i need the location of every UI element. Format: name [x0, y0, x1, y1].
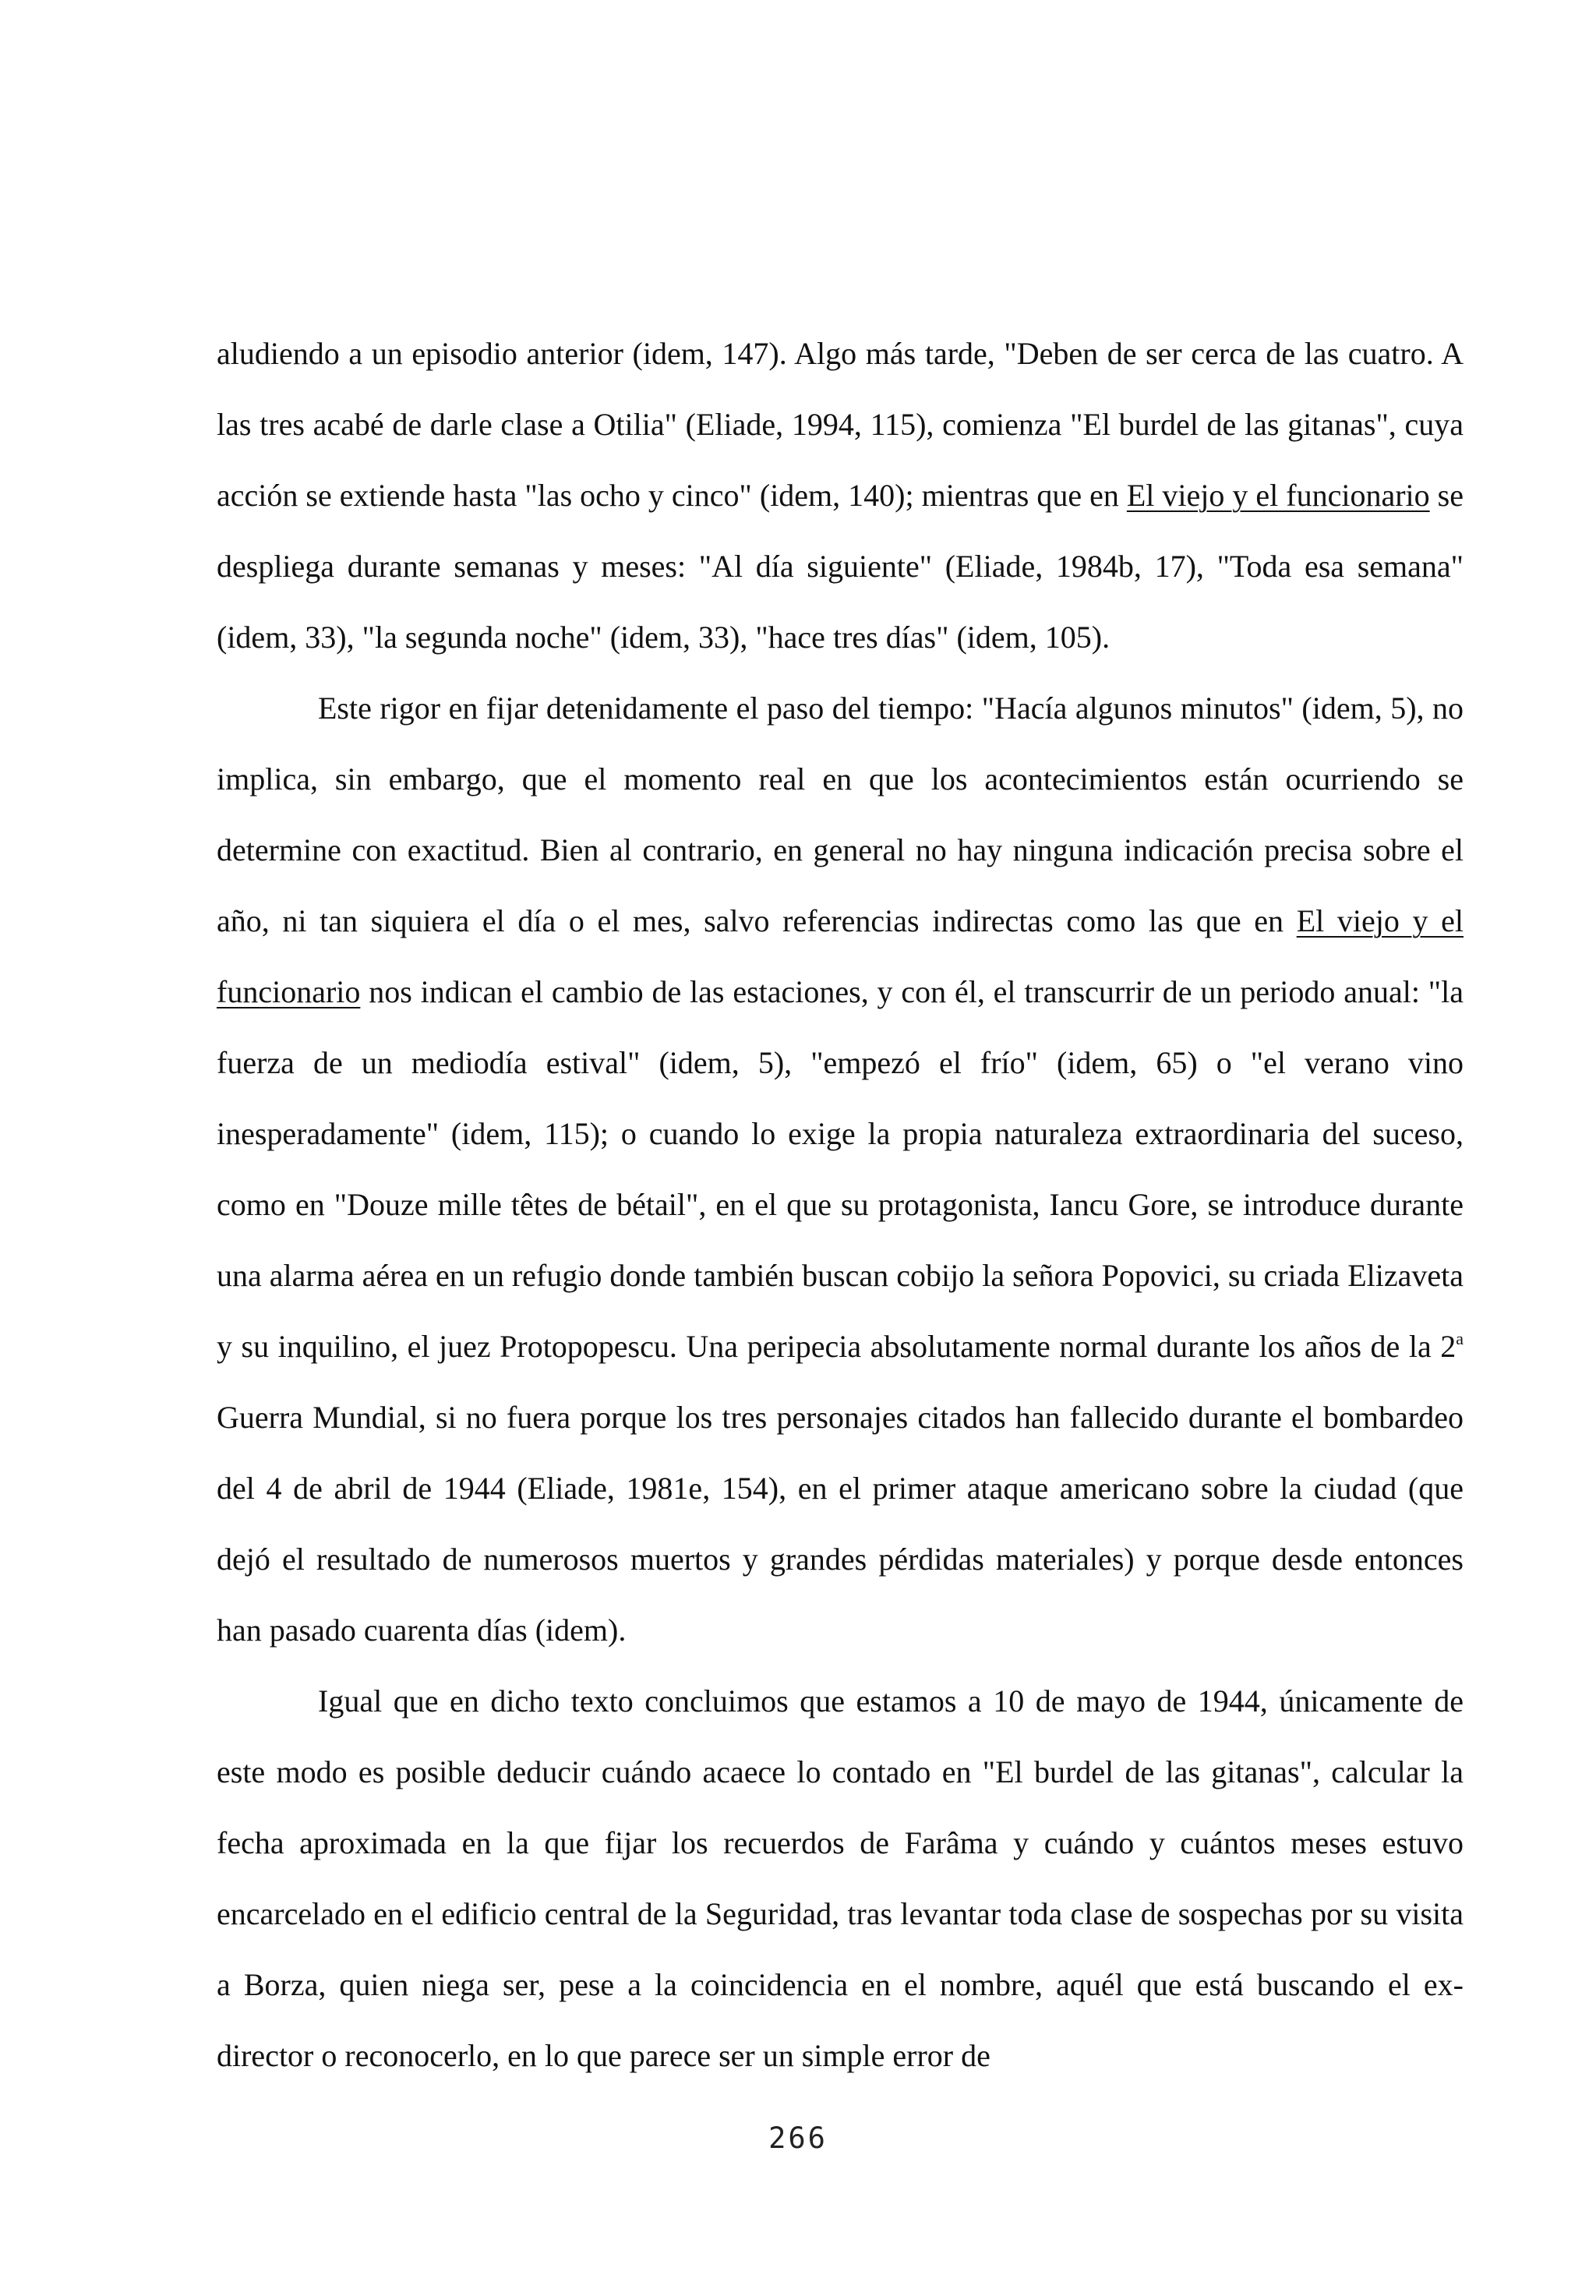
text-run: nos indican el cambio de las estaciones, y con él, el transcurrir de un periodo anual: "la fuerza de un mediodía estival" (idem, 5), "empezó el frío" (idem, 65) o "el verano vino inesperadamente" (idem, 115); o cuando lo exige la propia naturaleza extraordinaria del suceso, como en "Douze mille têtes de bétail", en el que su protagonista, Iancu Gore, se introduce durante una alarma aérea en un refugio donde también buscan cobijo la señora Popovici, su criada Elizaveta y su inquilino, el juez Protopopescu. Una peripecia absolutamente normal durante los años de la 2: [217, 974, 1464, 1364]
text-run: Igual que en dicho texto concluimos que estamos a 10 de mayo de 1944, únicamente de este modo es posible deducir cuándo acaece lo contado en "El burdel de las gitanas", calcular la fecha aproximada en la que fijar los recuerdos de Farâma y cuándo y cuántos meses estuvo encarcelado en el edificio central de la Seguridad, tras levantar toda clase de sospechas por su visita a Borza, quien niega ser, pese a la coincidencia en el nombre, aquél que está buscando el ex-director o reconocerlo, en lo que parece ser un simple error de: [217, 1683, 1464, 2073]
paragraph-1: [217, 318, 1464, 673]
book-title-underlined: El viejo y el funcionario: [217, 903, 1464, 1009]
text-run: se despliega durante semanas y meses: "Al día siguiente" (Eliade, 1984b, 17), "Toda esa semana" (idem, 33), "la segunda noche" (idem, 33), "hace tres días" (idem, 105).: [217, 478, 1464, 655]
ordinal-superscript: a: [1456, 1329, 1464, 1348]
paragraph-2: [217, 673, 1464, 1665]
text-run: aludiendo a un episodio anterior (idem, 147). Algo más tarde, "Deben de ser cerca de las cuatro. A las tres acabé de darle clase a Otilia" (Eliade, 1994, 115), comienza "El burdel de las gitanas", cuya acción se extiende hasta "las ocho y cinco" (idem, 140); mientras que en: [217, 336, 1464, 513]
paragraph-3: [217, 1665, 1464, 2091]
book-title-underlined: El viejo y el funcionario: [1126, 478, 1430, 513]
page-body: [217, 318, 1464, 2091]
text-run: Este rigor en fijar detenidamente el paso del tiempo: "Hacía algunos minutos" (idem, 5), no implica, sin embargo, que el momento real en que los acontecimientos están ocurriendo se determine con exactitud. Bien al contrario, en general no hay ninguna indicación precisa sobre el año, ni tan siquiera el día o el mes, salvo referencias indirectas como las que en: [217, 691, 1464, 938]
page-number: 266: [768, 2121, 828, 2155]
text-run: Guerra Mundial, si no fuera porque los tres personajes citados han fallecido durante el bombardeo del 4 de abril de 1944 (Eliade, 1981e, 154), en el primer ataque americano sobre la ciudad (que dejó el resultado de numerosos muertos y grandes pérdidas materiales) y porque desde entonces han pasado cuarenta días (idem).: [217, 1400, 1464, 1648]
